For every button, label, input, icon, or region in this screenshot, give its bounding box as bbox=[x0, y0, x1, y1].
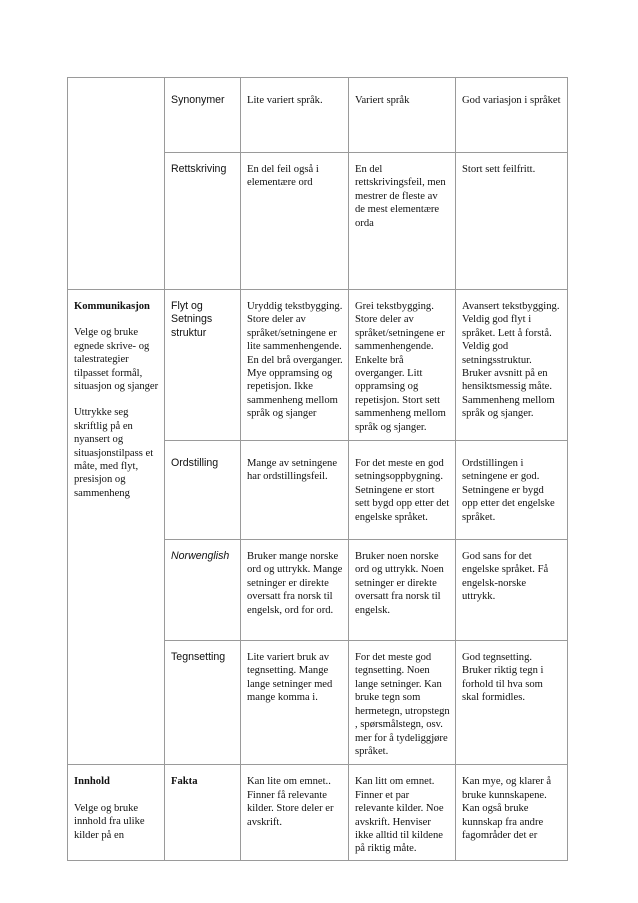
criterion-cell: Flyt og Setnings struktur bbox=[165, 290, 241, 441]
level-mid-cell: For det meste en god setningsoppbygning. Setningene er stort sett bygd opp etter det engelske språket. bbox=[349, 441, 456, 540]
section-goal: Velge og bruke egnede skrive- og talestrategier tilpasset formål, situasjon og sjanger bbox=[74, 327, 159, 393]
criterion-cell: Synonymer bbox=[165, 78, 241, 153]
section-goal: Velge og bruke innhold fra ulike kilder på en bbox=[74, 802, 145, 841]
section-cell-innhold bbox=[68, 765, 165, 860]
level-low-cell: Lite variert bruk av tegnsetting. Mange lange setninger med mange komma i. bbox=[241, 641, 349, 765]
level-high-cell: God variasjon i språket bbox=[456, 78, 568, 153]
level-high-cell: Ordstillingen i setningene er god. Setningene er bygd opp etter det engelske språket. bbox=[456, 441, 568, 540]
criterion-cell: Tegnsetting bbox=[165, 641, 241, 765]
level-high-cell: Kan mye, og klarer å bruke kunnskapene. Kan også bruke kunnskap fra andre fagområder det er bbox=[456, 765, 568, 860]
section-cell-empty bbox=[68, 78, 165, 290]
section-title: Innhold bbox=[74, 776, 110, 788]
table-row bbox=[68, 78, 568, 153]
assessment-rubric-table bbox=[67, 77, 568, 861]
level-mid-cell: En del rettskrivingsfeil, men mestrer de fleste av de mest elementære orda bbox=[349, 153, 456, 290]
level-low-cell: En del feil også i elementære ord bbox=[241, 153, 349, 290]
level-mid-cell: Variert språk bbox=[349, 78, 456, 153]
level-mid-cell: Grei tekstbygging. Store deler av språket/setningene er sammenhengende. Enkelte brå overganger. Litt oppramsing og repetisjon. Stort sett sammenheng mellom språk og sjanger. bbox=[349, 290, 456, 441]
level-high-cell: Stort sett feilfritt. bbox=[456, 153, 568, 290]
section-goal: Uttrykke seg skriftlig på en nyansert og situasjonstilpass et måte, med flyt, presisjon og sammenheng bbox=[74, 407, 154, 499]
level-low-cell: Uryddig tekstbygging. Store deler av språket/setningene er lite sammenhengende. En del brå overganger. Mye oppramsing og repetisjon. Ikke sammenheng mellom språk og sjanger bbox=[241, 290, 349, 441]
level-low-cell: Bruker mange norske ord og uttrykk. Mange setninger er direkte oversatt fra norsk til engelsk, ord for ord. bbox=[241, 540, 349, 641]
level-mid-cell: For det meste god tegnsetting. Noen lange setninger. Kan bruke tegn som hermetegn, utropstegn , spørsmålstegn, osv. mer for å tydeliggjøre språket. bbox=[349, 641, 456, 765]
level-mid-cell: Bruker noen norske ord og uttrykk. Noen setninger er direkte oversatt fra norsk til engelsk. bbox=[349, 540, 456, 641]
criterion-cell: Ordstilling bbox=[165, 441, 241, 540]
section-title: Kommunikasjon bbox=[74, 301, 150, 312]
table-row bbox=[68, 290, 568, 441]
criterion-cell: Fakta bbox=[165, 765, 241, 860]
criterion-cell: Norwenglish bbox=[165, 540, 241, 641]
criterion-cell: Rettskriving bbox=[165, 153, 241, 290]
level-low-cell: Mange av setningene har ordstillingsfeil. bbox=[241, 441, 349, 540]
level-mid-cell: Kan litt om emnet. Finner et par relevante kilder. Noe avskrift. Henviser ikke alltid til kildene på riktig måte. bbox=[349, 765, 456, 860]
level-low-cell: Lite variert språk. bbox=[241, 78, 349, 153]
level-high-cell: God sans for det engelske språket. Få engelsk-norske uttrykk. bbox=[456, 540, 568, 641]
level-low-cell: Kan lite om emnet.. Finner få relevante kilder. Store deler er avskrift. bbox=[241, 765, 349, 860]
level-high-cell: Avansert tekstbygging. Veldig god flyt i språket. Lett å forstå. Veldig god setningsstruktur. Bruker avsnitt på en hensiktsmessig måte. Sammenheng mellom språk og sjanger. bbox=[456, 290, 568, 441]
table-row bbox=[68, 765, 568, 860]
level-high-cell: God tegnsetting. Bruker riktig tegn i forhold til hva som skal formidles. bbox=[456, 641, 568, 765]
section-cell-kommunikasjon bbox=[68, 290, 165, 765]
